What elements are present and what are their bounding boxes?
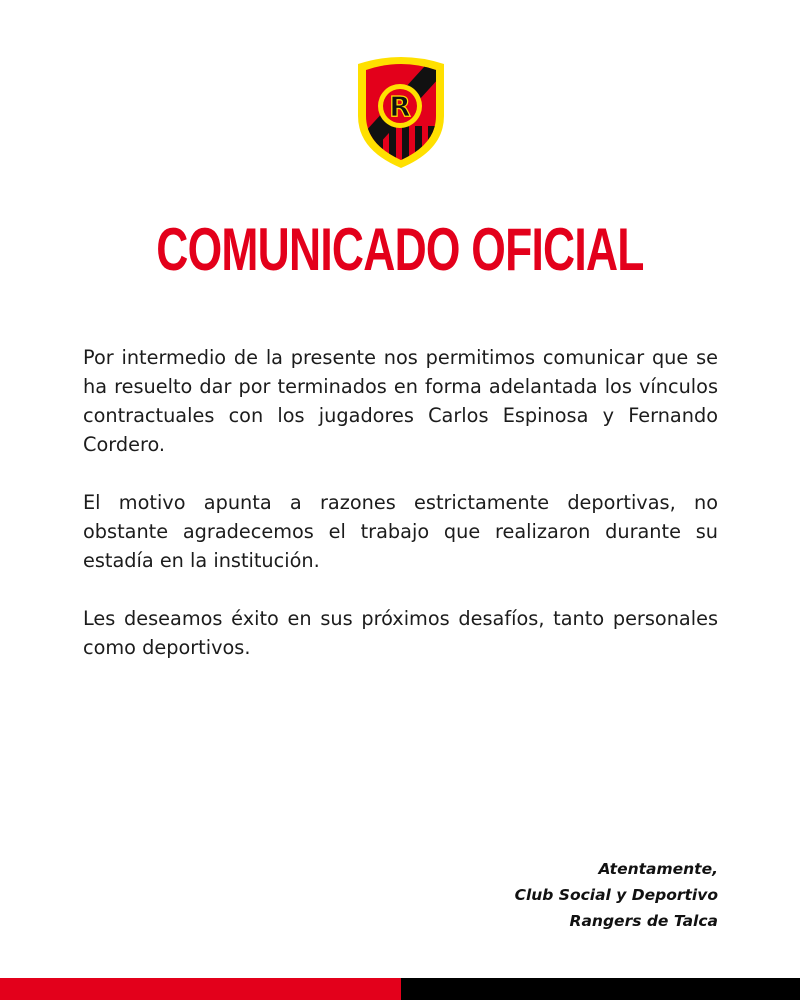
crest-letter: R [389, 90, 411, 123]
signature-closing: Atentamente, [598, 860, 718, 878]
footer-black-segment [401, 978, 800, 1000]
footer-red-segment [0, 978, 401, 1000]
signature-block [515, 856, 718, 934]
body-paragraph-3: Les deseamos éxito en sus próximos desafíos, tanto personales como deportivos. [83, 607, 718, 659]
page-title: COMUNICADO OFICIAL [156, 216, 644, 283]
club-crest-logo [354, 56, 448, 168]
body-paragraph-1: Por intermedio de la presente nos permitimos comunicar que se ha resuelto dar por terminados en forma adelantada los vínculos contractuales con los jugadores Carlos Espinosa y Fernando Cordero. [83, 346, 718, 456]
announcement-body [83, 343, 718, 691]
shield-crest-icon [354, 56, 448, 168]
footer-color-bar [0, 978, 800, 1000]
signature-club-city: Rangers de Talca [569, 912, 718, 930]
body-paragraph-2: El motivo apunta a razones estrictamente deportivas, no obstante agradecemos el trabajo que realizaron durante su estadía en la institución. [83, 491, 718, 572]
signature-club-name: Club Social y Deportivo [514, 886, 718, 904]
